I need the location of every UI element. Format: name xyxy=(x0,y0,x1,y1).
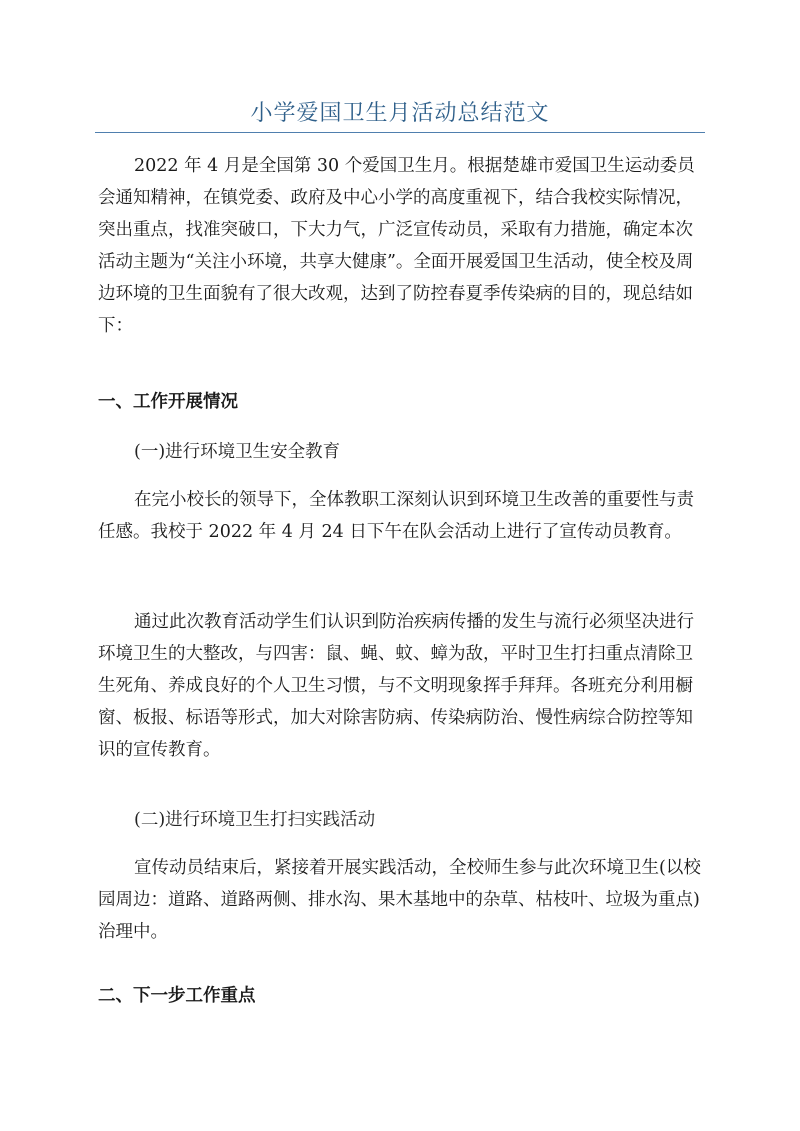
sub-heading-2: (二)进行环境卫生打扫实践活动 xyxy=(134,810,376,830)
sub1-paragraph-2: 通过此次教育活动学生们认识到防治疾病传播的发生与流行必须坚决进行环境卫生的大整改，与四害：鼠、蝇、蚊、蟑为敌，平时卫生打扫重点清除卫生死角、养成良好的个人卫生习惯，与不文明现象挥手拜拜。各班充分利用橱窗、板报、标语等形式，加大对除害防病、传染病防治、慢性病综合防控等知识的宣传教育。 xyxy=(98,612,694,760)
document-title: 小学爱国卫生月活动总结范文 xyxy=(250,101,550,126)
intro-paragraph: 2022 年 4 月是全国第 30 个爱国卫生月。根据楚雄市爱国卫生运动委员会通知精神，在镇党委、政府及中心小学的高度重视下，结合我校实际情况，突出重点，找准突破口，下大力气，广泛宣传动员，采取有力措施，确定本次活动主题为“关注小环境，共享大健康”。全面开展爱国卫生活动，使全校及周边环境的卫生面貌有了很大改观，达到了防控春夏季传染病的目的，现总结如下： xyxy=(98,156,695,336)
sub1-paragraph-1: 在完小校长的领导下，全体教职工深刻认识到环境卫生改善的重要性与责任感。我校于 2022 年 4 月 24 日下午在队会活动上进行了宣传动员教育。 xyxy=(98,490,694,542)
section-heading-2: 二、下一步工作重点 xyxy=(98,986,256,1006)
section-heading-1: 一、工作开展情况 xyxy=(98,392,238,412)
sub-heading-1: (一)进行环境卫生安全教育 xyxy=(134,442,341,462)
sub2-paragraph-1: 宣传动员结束后，紧接着开展实践活动，全校师生参与此次环境卫生(以校园周边：道路、道路两侧、排水沟、果木基地中的杂草、枯枝叶、垃圾为重点)治理中。 xyxy=(98,858,701,942)
title-underline xyxy=(95,132,705,133)
